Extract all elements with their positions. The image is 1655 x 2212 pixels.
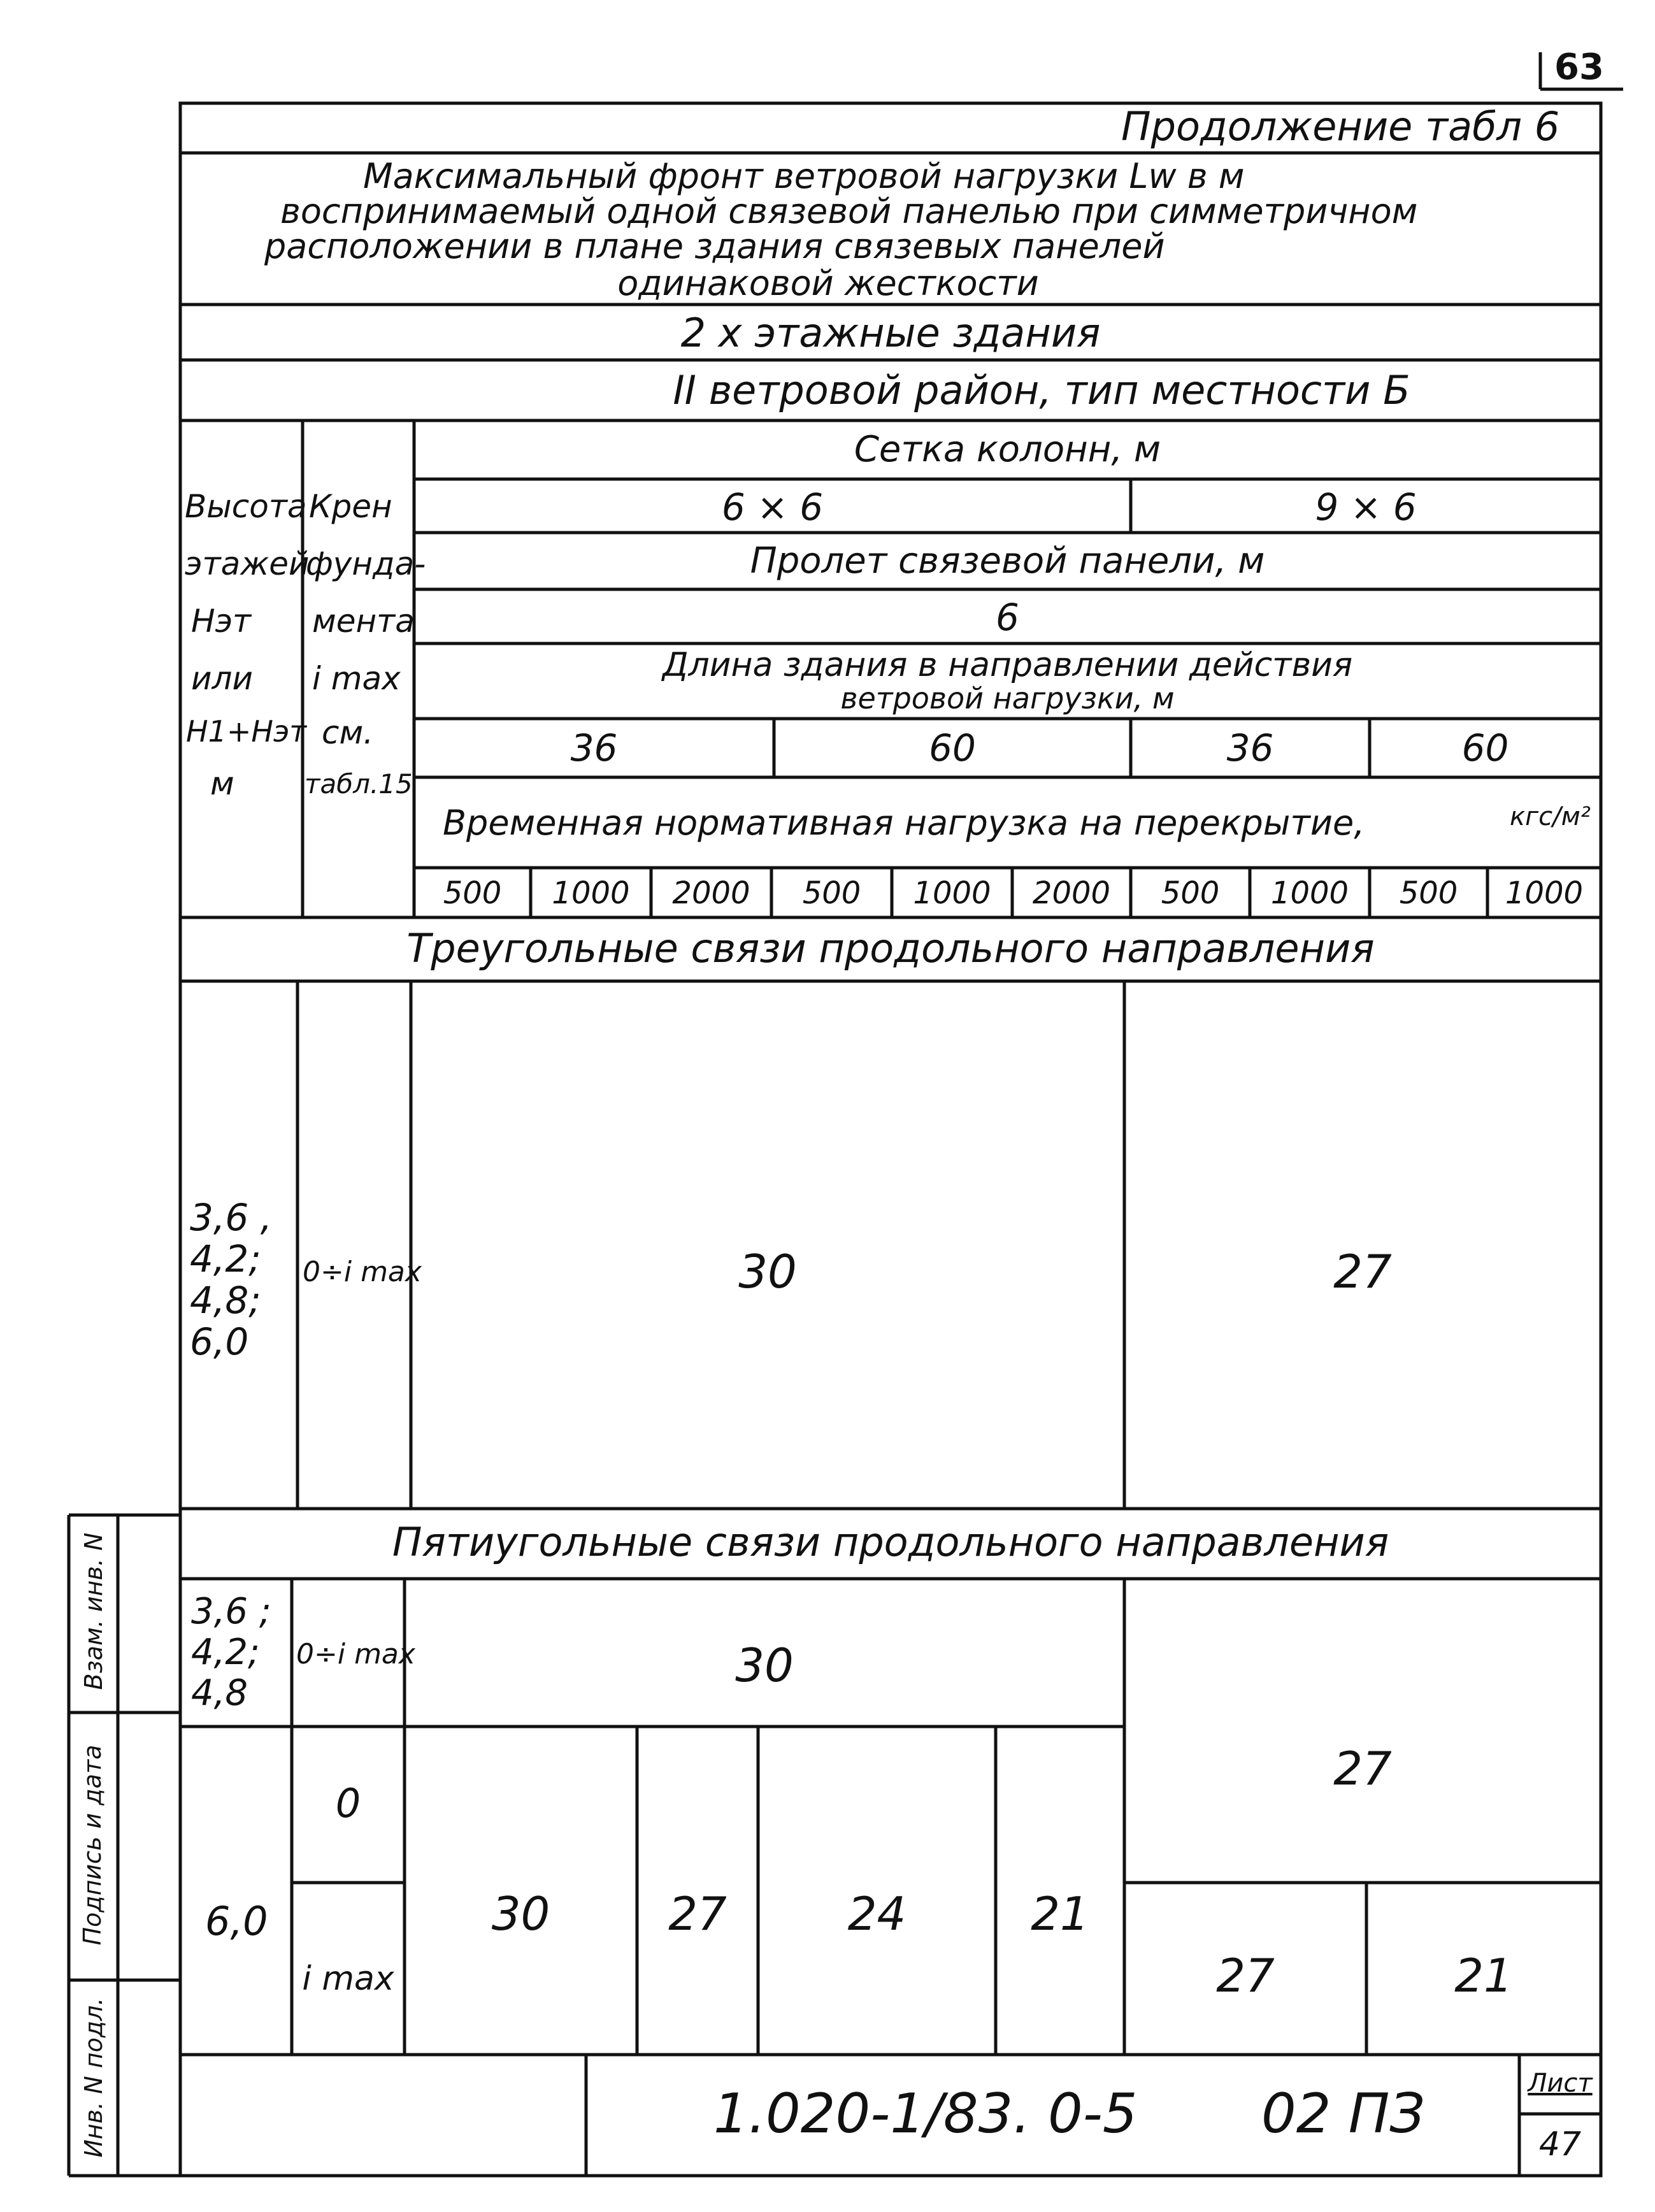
- load-value: 500: [443, 875, 502, 911]
- section2-rowB-value: 27: [668, 1887, 727, 1941]
- load-value: 1000: [552, 875, 630, 911]
- section2-right-bottom-value: 27: [1216, 1949, 1275, 2002]
- column-grid-label: Сетка колонн, м: [854, 429, 1161, 470]
- building-type: 2 х этажные здания: [680, 310, 1101, 356]
- section1-height: 4,8;: [190, 1279, 261, 1322]
- tilt-header-line: фунда-: [306, 545, 426, 582]
- length-label-2: ветровой нагрузки, м: [840, 681, 1175, 715]
- load-value: 500: [802, 875, 861, 911]
- section2-rowA-value: 30: [735, 1639, 794, 1692]
- section2-rowB-value: 21: [1031, 1887, 1089, 1941]
- document-suffix: 02 ПЗ: [1261, 2082, 1425, 2146]
- sheet-number: 47: [1538, 2125, 1582, 2164]
- section2-title: Пятиугольные связи продольного направления: [392, 1519, 1389, 1565]
- section1-height: 4,2;: [190, 1237, 261, 1281]
- section2-rowB-value: 24: [847, 1887, 906, 1941]
- section2-tilt-a: 0÷i max: [296, 1638, 415, 1670]
- tilt-header-line: мента: [312, 603, 415, 640]
- title-line-1: Максимальный фронт ветровой нагрузки Lw в м: [363, 156, 1245, 196]
- section1-tilt: 0÷i max: [303, 1256, 422, 1288]
- continuation-label: Продолжение табл 6: [1121, 103, 1560, 150]
- section1-value-9x6: 27: [1333, 1245, 1392, 1298]
- section2-height: 4,2;: [191, 1632, 260, 1673]
- load-unit: кгс/м²: [1510, 802, 1591, 831]
- height-header-line: Н1+Нэт: [186, 714, 307, 749]
- section2-rowB-value: 30: [491, 1887, 550, 1941]
- section2-height: 3,6 ;: [191, 1591, 271, 1632]
- tilt-header-line: табл.15: [304, 768, 413, 800]
- load-value: 500: [1161, 875, 1220, 911]
- tilt-header-line: i max: [312, 660, 401, 697]
- length-value: 60: [929, 726, 976, 770]
- section2-tilt-max: i max: [302, 1960, 394, 1998]
- wind-zone: II ветровой район, тип местности Б: [673, 367, 1410, 413]
- section2-tilt-zero: 0: [335, 1780, 361, 1827]
- section2-right-top: 27: [1333, 1742, 1392, 1795]
- load-value: 1000: [913, 875, 991, 911]
- load-value: 2000: [672, 875, 750, 911]
- frame-outer: [180, 103, 1601, 2176]
- section1-height: 3,6 ,: [190, 1196, 273, 1239]
- title-line-4: одинаковой жесткости: [617, 263, 1039, 303]
- load-value: 500: [1399, 875, 1458, 911]
- document-code: 1.020-1/83. 0-5: [713, 2082, 1138, 2146]
- section1-title: Треугольные связи продольного направления: [406, 925, 1375, 972]
- title-line-3: расположении в плане здания связевых панелей: [264, 226, 1165, 266]
- height-header-line: Нэт: [191, 603, 252, 640]
- stamp-replacement-inv: Взам. инв. N: [80, 1532, 108, 1690]
- height-header-line: или: [191, 660, 253, 697]
- length-label-1: Длина здания в направлении действия: [662, 646, 1353, 684]
- tilt-header-line: Крен: [309, 488, 392, 525]
- sheet-label: Лист: [1528, 2069, 1593, 2098]
- length-value: 36: [1226, 726, 1274, 770]
- length-value: 60: [1461, 726, 1509, 770]
- stamp-signature-date: Подпись и дата: [78, 1744, 106, 1946]
- span-label: Пролет связевой панели, м: [750, 540, 1265, 582]
- load-value: 1000: [1505, 875, 1584, 911]
- tilt-header-line: см.: [322, 714, 374, 751]
- column-grid-9x6: 9 × 6: [1315, 485, 1417, 529]
- height-header-line: этажей: [185, 545, 310, 582]
- load-value: 2000: [1032, 875, 1111, 911]
- section2-right-bottom-value: 21: [1454, 1949, 1513, 2002]
- section2-height-b: 6,0: [205, 1898, 268, 1944]
- column-grid-6x6: 6 × 6: [721, 485, 824, 529]
- section1-height: 6,0: [190, 1320, 249, 1363]
- height-header-line: Высота: [185, 488, 307, 525]
- length-value: 36: [570, 726, 618, 770]
- load-value: 1000: [1270, 875, 1349, 911]
- span-value: 6: [996, 596, 1019, 639]
- load-label: Временная нормативная нагрузка на перекрытие,: [443, 803, 1365, 843]
- title-line-2: воспринимаемый одной связевой панелью при симметричном: [280, 191, 1418, 231]
- stamp-original-inv: Инв. N подл.: [80, 1997, 108, 2158]
- section2-height: 4,8: [191, 1672, 248, 1714]
- page-number: 63: [1554, 47, 1604, 88]
- section1-value-6x6: 30: [738, 1245, 797, 1298]
- height-header-line: м: [210, 765, 234, 802]
